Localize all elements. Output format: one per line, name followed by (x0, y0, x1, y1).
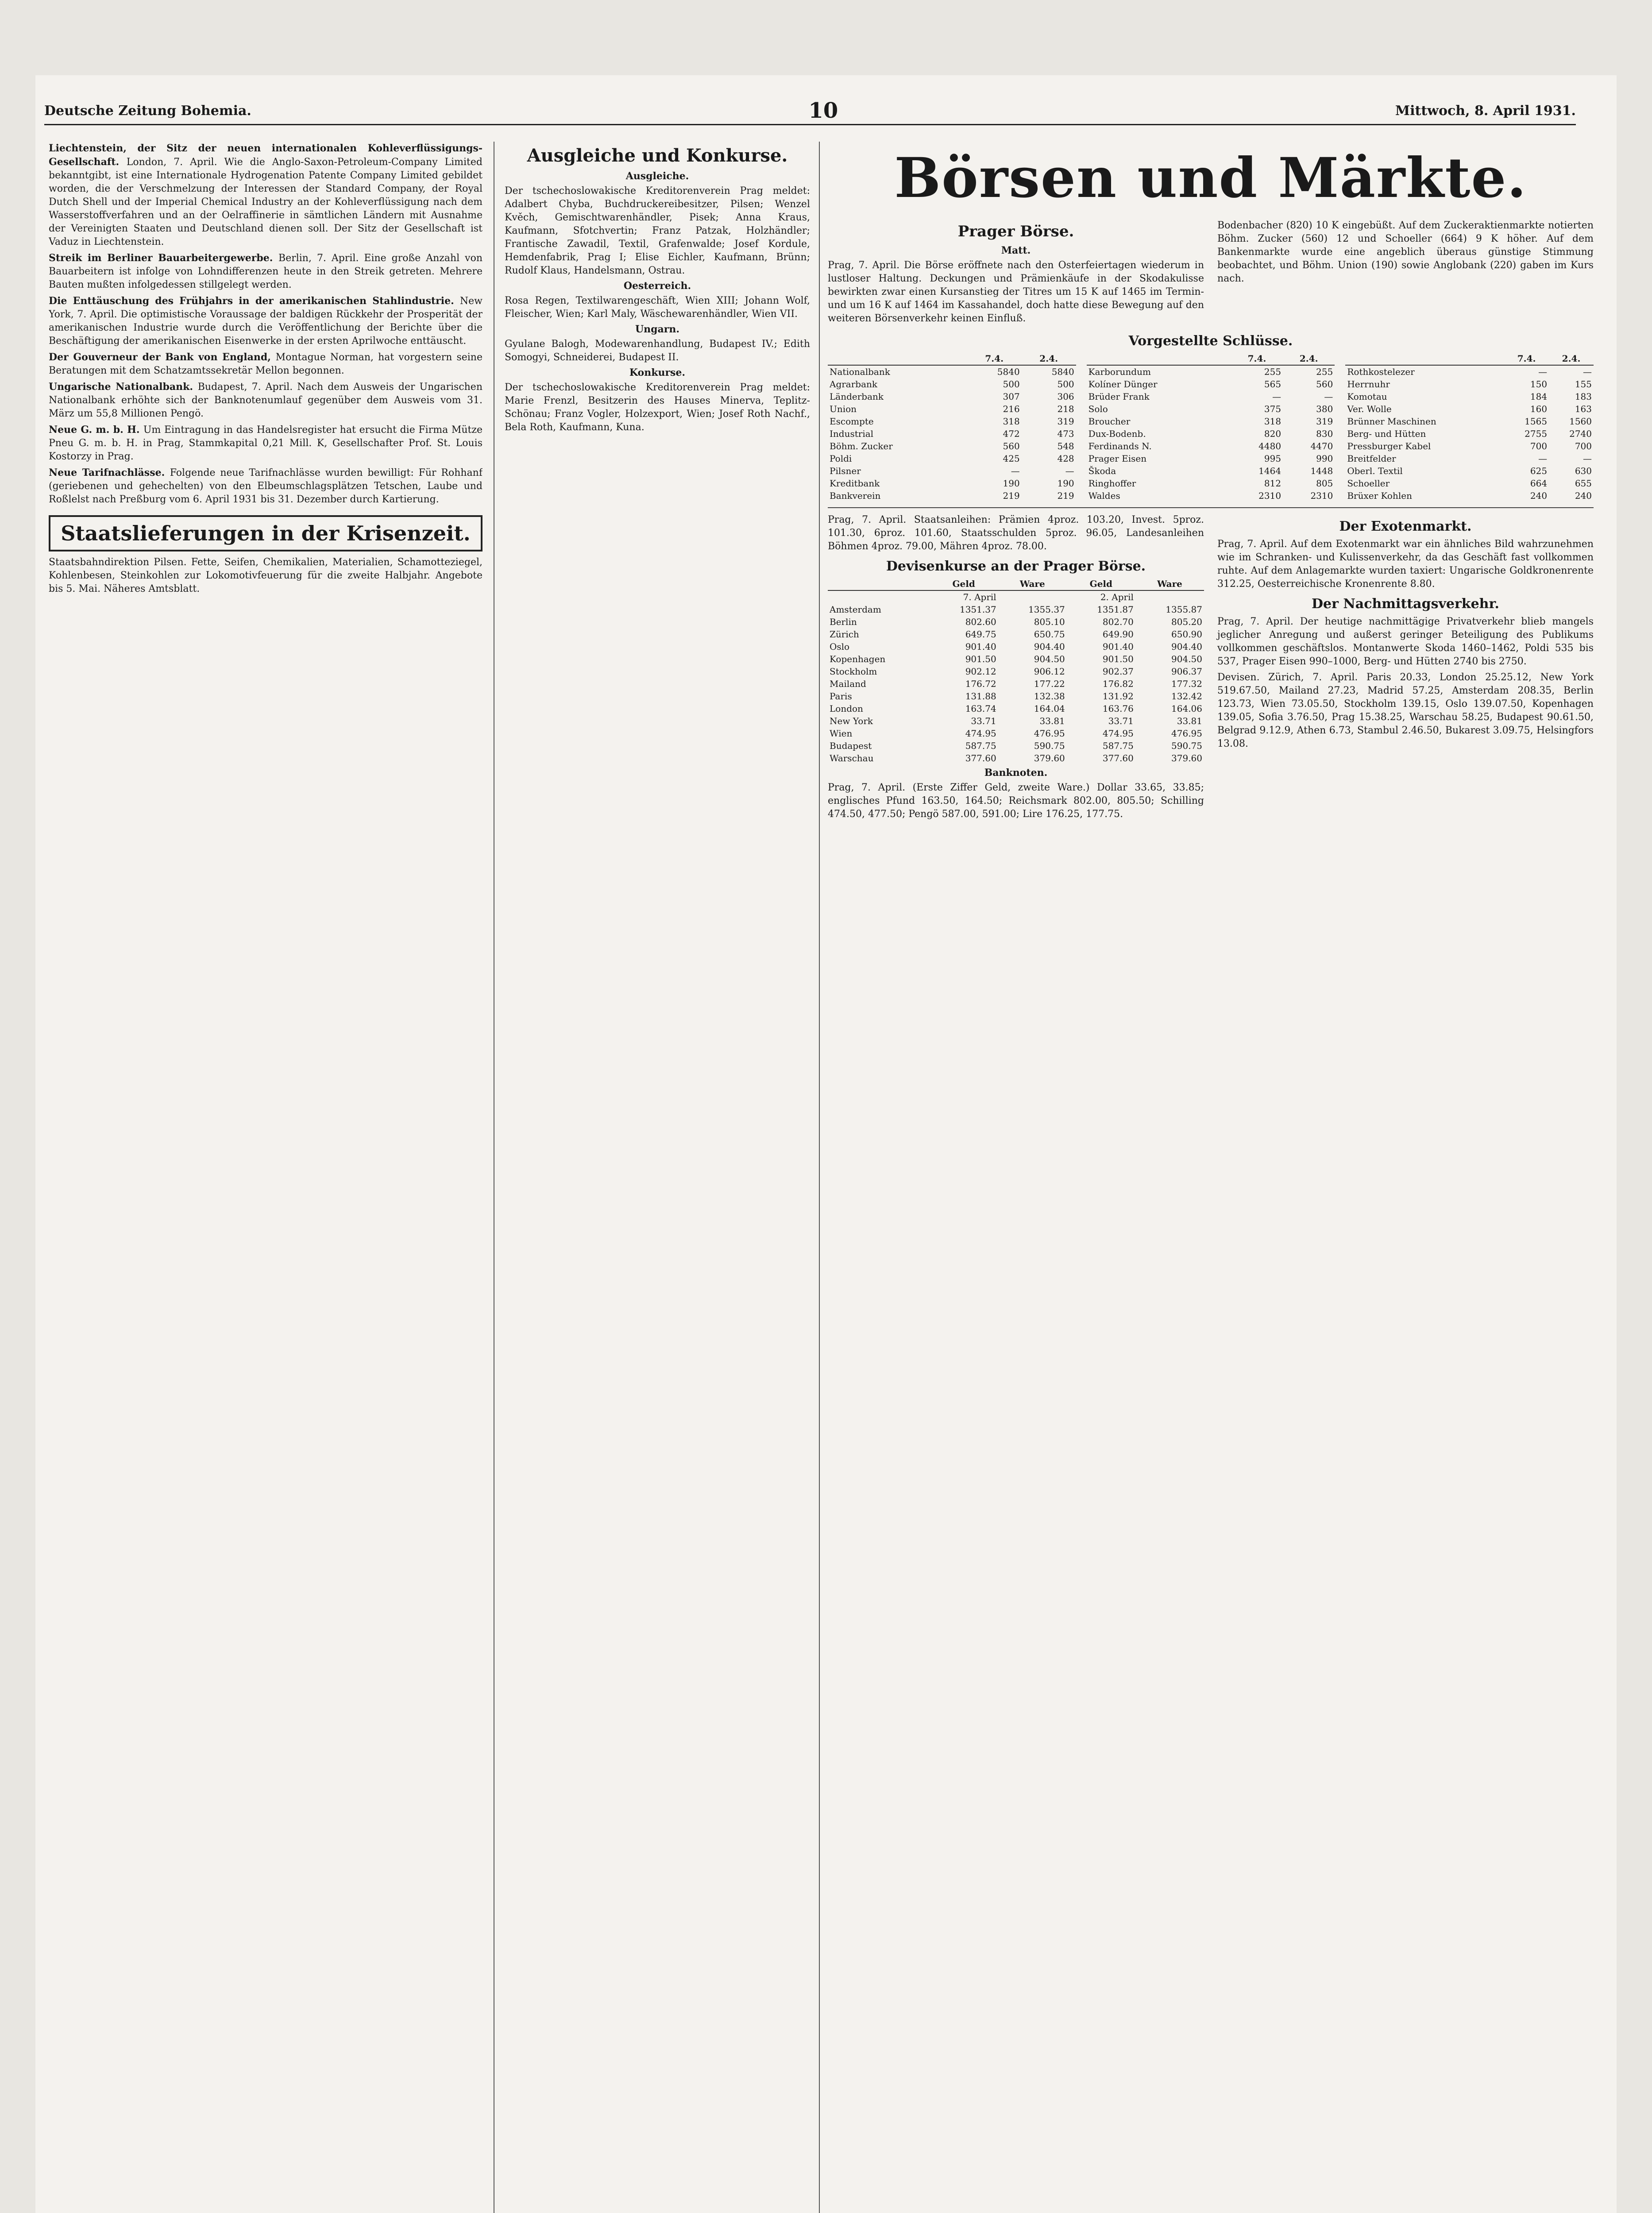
security-name: Rothkostelezer (1347, 366, 1415, 377)
quote-value: 318 (1264, 416, 1281, 427)
news-lead: Die Enttäuschung des Frühjahrs in der amerikanischen Stahlindustrie. (49, 295, 460, 307)
quotes-table (1345, 352, 1594, 502)
table-row (1087, 365, 1335, 378)
table-row (1087, 452, 1335, 465)
quote-value: 1448 (1310, 466, 1333, 476)
quote-value: 500 (1057, 379, 1074, 389)
quote-value: 995 (1264, 453, 1281, 464)
table-row (828, 477, 1076, 490)
table-header: 7.4. (1231, 352, 1283, 365)
quote-value: 176.82 (1102, 679, 1134, 689)
news-paragraph (49, 380, 482, 420)
quote-value: 2740 (1569, 428, 1592, 439)
market-report-text: Bodenbacher (820) 10 K eingebüßt. Auf dem Zuckeraktienmarkte notierten Böhm. Zucker (560) 12 und Schoeller (664) 9 K höher. Auf dem Bankenmarkte wurde eine angeblich überaus günstige Stimmung beobachtet, und Böhm. Union (190) sowie Anglobank (220) gaben im Kurs nach. (1217, 220, 1594, 284)
table-row (828, 727, 1204, 740)
table-row (828, 640, 1204, 653)
security-name: Union (830, 404, 857, 414)
prager-boerse-sub: Matt. (1001, 245, 1031, 256)
article-text: Der tschechoslowakische Kreditorenverein Prag meldet: Marie Frenzl, Besitzerin des Hauses Minerva, Teplitz-Schönau; Franz Vogler, Holzexport, Wien; Josef Roth Nachf., Bela Roth, Kaufmann, Kuna. (505, 382, 810, 433)
news-lead: Ungarische Nationalbank. (49, 381, 198, 393)
table-row (828, 365, 1076, 378)
security-name: Poldi (830, 453, 852, 464)
quote-value: 474.95 (965, 728, 996, 739)
quote-value: 164.04 (1034, 703, 1065, 714)
quote-value: — (1065, 466, 1074, 476)
quote-value: 219 (1057, 490, 1074, 501)
news-paragraph (49, 142, 482, 249)
security-name: Karborundum (1088, 366, 1151, 377)
quote-value: 33.71 (971, 716, 996, 726)
security-name: Wien (830, 728, 853, 739)
quote-value: 425 (1003, 453, 1020, 464)
table-row (828, 440, 1076, 452)
table-row (1087, 428, 1335, 440)
quote-value: 500 (1003, 379, 1020, 389)
prager-boerse-text: Prag, 7. April. Die Börse eröffnete nach den Osterfeiertagen wiederum in lustloser Haltung. Deckungen und Prämienkäufe in der Skodakulisse bewirkten zwar einen Kursanstieg der Titres um 15 K auf 1465 im Termin- und um 16 K auf 1464 im Kassahandel, doch hatte diese Bewegung auf den weiteren Börsenverkehr keinen Einfluß. (828, 260, 1204, 324)
quote-value: 587.75 (965, 740, 996, 751)
quote-value: 902.12 (965, 666, 996, 677)
quote-value: 476.95 (1034, 728, 1065, 739)
security-name: Škoda (1088, 466, 1116, 476)
quote-value: 802.60 (965, 617, 996, 627)
subheading-ungarn: Ungarn. (635, 324, 680, 335)
running-head (44, 97, 1576, 125)
quote-value: 1351.87 (1097, 604, 1134, 615)
article-text: Gyulane Balogh, Modewarenhandlung, Budapest IV.; Edith Somogyi, Schneiderei, Budapest II. (505, 339, 810, 363)
news-body: Montague Norman, hat vorgestern seine Beratungen mit dem Schatzamtssekretär Mellon begonnen. (49, 352, 482, 376)
table-row (828, 740, 1204, 752)
quote-value: 904.50 (1171, 654, 1202, 664)
quote-value: 664 (1530, 478, 1548, 489)
quote-value: 163.76 (1102, 703, 1134, 714)
quote-value: 160 (1530, 404, 1548, 414)
table-row (1087, 477, 1335, 490)
security-name: Escompte (830, 416, 874, 427)
security-name: Kreditbank (830, 478, 880, 489)
table-row (1087, 465, 1335, 477)
quote-value: 805.10 (1034, 617, 1065, 627)
news-body: London, 7. April. Wie die Anglo-Saxon-Petroleum-Company Limited bekanntgibt, ist eine Internationale Hydrogenation Patente Company Limited gebildet worden, die der Verschmelzung der Interessen der Standard Company, der Royal Dutch Shell und der Imperial Chemical Industry an der Kohleverflüssigung nach dem Wasserstoffverfahren und an der Oelraffinerie in sämtlichen Ländern mit Ausnahme der Vereinigten Staaten und Deutschland dienen soll. Der Sitz der Gesellschaft ist Vaduz in Liechtenstein. (49, 157, 482, 247)
page-number: 10 (808, 98, 838, 123)
quote-value: 901.40 (965, 641, 996, 652)
security-name: Berg- und Hütten (1347, 428, 1426, 439)
table-header: Geld (1067, 578, 1135, 590)
subheading-ausgleiche: Ausgleiche. (625, 170, 689, 182)
quote-value: 655 (1575, 478, 1592, 489)
news-body: Um Eintragung in das Handelsregister hat ersucht die Firma Mütze Pneu G. m. b. H. in Prag, Stammkapital 0,21 Mill. K, Gesellschafter Prof. St. Louis Kostorzy in Prag. (49, 424, 482, 462)
news-paragraph (49, 351, 482, 378)
quote-value: 630 (1575, 466, 1592, 476)
table-row (828, 452, 1076, 465)
quote-value: 805 (1316, 478, 1333, 489)
table-row (828, 752, 1204, 764)
quote-value: 901.50 (965, 654, 996, 664)
table-row (1087, 440, 1335, 452)
subheading-konkurse: Konkurse. (629, 367, 686, 378)
table-header: Geld (930, 578, 998, 590)
quote-value: 375 (1264, 404, 1281, 414)
table-header: Ware (1135, 578, 1204, 590)
box-text: Staatsbahndirektion Pilsen. Fette, Seifen, Chemikalien, Materialien, Schamotteziegel, Kohlenbesen, Steinkohlen zur Lokomotivfeuerung für die zweite Halbjahr. Angebote bis 5. Mai. Näheres Amtsblatt. (49, 557, 482, 594)
quote-value: 590.75 (1034, 740, 1065, 751)
quote-value: 164.06 (1171, 703, 1202, 714)
section-boersen (828, 142, 1594, 2213)
quote-value: 5840 (997, 366, 1020, 377)
security-name: Mailand (830, 679, 866, 689)
quote-value: 163 (1575, 404, 1592, 414)
news-lead: Streik im Berliner Bauarbeitergewerbe. (49, 252, 279, 264)
table-row (828, 603, 1204, 616)
quote-value: 190 (1057, 478, 1074, 489)
quote-value: 650.75 (1034, 629, 1065, 640)
security-name: Ver. Wolle (1347, 404, 1392, 414)
table-row (1087, 390, 1335, 403)
quote-value: 33.81 (1039, 716, 1065, 726)
news-body: Budapest, 7. April. Nach dem Ausweis der Ungarischen Nationalbank erhöhte sich der Banknotenumlauf gegenüber dem Ausweis vom 31. März um 55,8 Millionen Pengö. (49, 382, 482, 419)
quote-value: 255 (1264, 366, 1281, 377)
table-row (1345, 403, 1594, 415)
quote-value: 560 (1003, 441, 1020, 451)
quote-value: 565 (1264, 379, 1281, 389)
section-title: Börsen und Märkte. (894, 146, 1527, 210)
security-name: Oslo (830, 641, 850, 652)
news-lead: Neue G. m. b. H. (49, 424, 143, 436)
quote-value: 33.71 (1108, 716, 1134, 726)
quote-value: 1355.37 (1028, 604, 1065, 615)
table-row (1345, 365, 1594, 378)
table-header: 7.4. (1504, 352, 1549, 365)
quotes-table (828, 352, 1076, 502)
security-name: Komotau (1347, 391, 1387, 402)
quote-value: 904.50 (1034, 654, 1065, 664)
security-name: Amsterdam (830, 604, 881, 615)
quote-value: 177.32 (1171, 679, 1202, 689)
news-lead: Neue Tarifnachlässe. (49, 467, 170, 478)
quote-value: 474.95 (1102, 728, 1134, 739)
quote-value: 33.81 (1177, 716, 1202, 726)
table-row (828, 715, 1204, 727)
box-heading: Staatslieferungen in der Krisenzeit. (49, 515, 482, 551)
security-name: Böhm. Zucker (830, 441, 893, 451)
security-name: Schoeller (1347, 478, 1390, 489)
table-subheader (828, 590, 930, 603)
quote-value: 216 (1003, 404, 1020, 414)
table-header: 2.4. (1022, 352, 1076, 365)
quotes-tables (828, 352, 1594, 502)
table-row (1345, 440, 1594, 452)
quote-value: — (1272, 391, 1281, 402)
quote-value: 805.20 (1171, 617, 1202, 627)
prager-boerse-heading: Prager Börse. (957, 223, 1074, 240)
banknoten-text: Prag, 7. April. (Erste Ziffer Geld, zweite Ware.) Dollar 33.65, 33.85; englisches Pfund 163.50, 164.50; Reichsmark 802.00, 805.50; Schilling 474.50, 477.50; Pengö 587.00, 591.00; Lire 176.25, 177.75. (828, 782, 1204, 820)
news-paragraph (49, 294, 482, 348)
table-header (828, 352, 967, 365)
news-paragraph (49, 251, 482, 292)
security-name: Kopenhagen (830, 654, 886, 664)
quote-value: — (1324, 391, 1333, 402)
news-body: Berlin, 7. April. Eine große Anzahl von Bauarbeitern ist infolge von Lohndifferenzen heute in den Streik getreten. Mehrere Bauten mußten infolgedessen stillgelegt werden. (49, 253, 482, 290)
security-name: Ringhoffer (1088, 478, 1136, 489)
quote-value: 901.50 (1102, 654, 1134, 664)
table-row (828, 428, 1076, 440)
quote-value: 1560 (1569, 416, 1592, 427)
quote-value: 218 (1057, 404, 1074, 414)
security-name: Länderbank (830, 391, 884, 402)
table-row (828, 403, 1076, 415)
security-name: Paris (830, 691, 852, 702)
table-row (828, 616, 1204, 628)
table-row (828, 415, 1076, 428)
table-row (828, 690, 1204, 702)
security-name: Bankverein (830, 490, 881, 501)
quote-value: 1464 (1258, 466, 1281, 476)
security-name: Breitfelder (1347, 453, 1396, 464)
security-name: Waldes (1088, 490, 1120, 501)
article-text: Der tschechoslowakische Kreditorenverein Prag meldet: Adalbert Chyba, Buchdruckereibesitzer, Pilsen; Wenzel Kvěch, Gemischtwarenhändler, Pisek; Anna Kraus, Kaufmann, Sfotchvertin; Franz Patzak, Holzhändler; Frantische Zawadil, Textil, Grafenwalde; Josef Kordule, Hemdenfabrik, Prag I; Elise Eichler, Kaufmann, Brünn; Rudolf Klaus, Handelsmann, Ostrau. (505, 185, 810, 276)
table-row (1345, 477, 1594, 490)
table-header: 7.4. (967, 352, 1022, 365)
quote-value: 306 (1057, 391, 1074, 402)
quote-value: — (1583, 453, 1592, 464)
table-header (1345, 352, 1504, 365)
column-rule (819, 142, 820, 2213)
security-name: Herrnuhr (1347, 379, 1390, 389)
quote-value: 906.37 (1171, 666, 1202, 677)
security-name: Broucher (1088, 416, 1131, 427)
quote-value: 4470 (1310, 441, 1333, 451)
quote-value: 219 (1003, 490, 1020, 501)
table-row (828, 490, 1076, 502)
news-paragraph (49, 466, 482, 506)
security-name: Budapest (830, 740, 872, 751)
quote-value: 1565 (1525, 416, 1548, 427)
quote-value: — (1583, 366, 1592, 377)
quote-value: 379.60 (1034, 753, 1065, 763)
quote-value: 625 (1530, 466, 1548, 476)
quote-value: 377.60 (1102, 753, 1134, 763)
subheading-oesterreich: Oesterreich. (623, 280, 691, 292)
quote-value: 904.40 (1034, 641, 1065, 652)
security-name: Oberl. Textil (1347, 466, 1403, 476)
quote-value: 307 (1003, 391, 1020, 402)
table-row (828, 665, 1204, 678)
running-head-left: Deutsche Zeitung Bohemia. (44, 103, 251, 119)
quote-value: 548 (1057, 441, 1074, 451)
quote-value: 255 (1316, 366, 1333, 377)
security-name: Zürich (830, 629, 859, 640)
quote-value: 240 (1575, 490, 1592, 501)
security-name: Brüxer Kohlen (1347, 490, 1412, 501)
table-row (1087, 490, 1335, 502)
quote-value: 1355.87 (1166, 604, 1202, 615)
quote-value: 472 (1003, 428, 1020, 439)
column-ausgleiche (505, 142, 810, 2213)
section-heading: Ausgleiche und Konkurse. (527, 145, 788, 166)
table-row (828, 678, 1204, 690)
quote-value: 901.40 (1102, 641, 1134, 652)
security-name: Industrial (830, 428, 874, 439)
table-subheader (1135, 590, 1204, 603)
quote-value: 5840 (1051, 366, 1074, 377)
table-header (1087, 352, 1231, 365)
quote-value: 131.88 (965, 691, 996, 702)
quote-value: 700 (1575, 441, 1592, 451)
table-row (1087, 378, 1335, 390)
quote-value: 476.95 (1171, 728, 1202, 739)
quote-value: 802.70 (1102, 617, 1134, 627)
news-lead: Liechtenstein, der Sitz der neuen internationalen Kohleverflüssigungs-Gesellschaft. (49, 143, 482, 168)
table-row (828, 465, 1076, 477)
table-row (1345, 490, 1594, 502)
security-name: Pressburger Kabel (1347, 441, 1431, 451)
exoten-title: Der Exotenmarkt. (1339, 519, 1472, 534)
quote-value: 906.12 (1034, 666, 1065, 677)
quote-value: 902.37 (1102, 666, 1134, 677)
staatsanleihen-text: Prag, 7. April. Staatsanleihen: Prämien 4proz. 103.20, Invest. 5proz. 101.30, 6proz. 101.60, Staatsschulden 5proz. 96.05, Landesanleihen Böhmen 4proz. 79.00, Mähren 4proz. 78.00. (828, 514, 1204, 552)
quote-value: 990 (1316, 453, 1333, 464)
quote-value: 377.60 (965, 753, 996, 763)
table-row (1345, 390, 1594, 403)
security-name: Berlin (830, 617, 857, 627)
news-paragraph (49, 423, 482, 463)
table-row (828, 653, 1204, 665)
security-name: Prager Eisen (1088, 453, 1147, 464)
quote-value: — (1538, 453, 1548, 464)
table-header (828, 578, 930, 590)
table-row (1345, 452, 1594, 465)
security-name: Nationalbank (830, 366, 890, 377)
exoten-text: Prag, 7. April. Auf dem Exotenmarkt war ein ähnliches Bild wahrzunehmen wie im Schranken- und Kulissenverkehr, da das Geschäft fast vollkommen ruhte. Auf dem Anlagemarkte wurden taxiert: Ungarische Goldkronenrente 312.25, Oesterreichische Kronenrente 8.80. (1217, 539, 1594, 590)
table-row (1345, 465, 1594, 477)
quote-value: 812 (1264, 478, 1281, 489)
table-row (828, 390, 1076, 403)
quote-value: — (1538, 366, 1548, 377)
security-name: Warschau (830, 753, 874, 763)
quote-value: 650.90 (1171, 629, 1202, 640)
security-name: Dux-Bodenb. (1088, 428, 1146, 439)
quote-value: 2310 (1310, 490, 1333, 501)
table-row (1345, 428, 1594, 440)
table-row (828, 628, 1204, 640)
security-name: Brüder Frank (1088, 391, 1150, 402)
quote-value: 132.38 (1034, 691, 1065, 702)
quote-value: 700 (1530, 441, 1548, 451)
quote-value: 319 (1316, 416, 1333, 427)
table-subheader (998, 590, 1067, 603)
column-economy-news (49, 142, 482, 2213)
quote-value: 649.75 (965, 629, 996, 640)
security-name: Brünner Maschinen (1347, 416, 1436, 427)
quote-value: 904.40 (1171, 641, 1202, 652)
table-header: Ware (998, 578, 1067, 590)
table-title: Vorgestellte Schlüsse. (1128, 333, 1293, 349)
devisen-abroad-text: Devisen. Zürich, 7. April. Paris 20.33, London 25.25.12, New York 519.67.50, Mailand 27.23, Madrid 57.25, Amsterdam 208.35, Berlin 123.73, Wien 73.05.50, Stockholm 139.15, Oslo 139.07.50, Kopenhagen 139.05, Sofia 3.76.50, Prag 15.38.25, Warschau 58.25, Budapest 90.61.50, Belgrad 9.12.9, Athen 6.73, Stambul 2.46.50, Bukarest 3.09.75, Helsingfors 13.08. (1217, 672, 1594, 749)
security-name: Solo (1088, 404, 1108, 414)
quote-value: 177.22 (1034, 679, 1065, 689)
table-row (1345, 378, 1594, 390)
quote-value: 176.72 (965, 679, 996, 689)
table-subheader: 7. April (963, 592, 996, 602)
quote-value: 649.90 (1102, 629, 1134, 640)
security-name: Ferdinands N. (1088, 441, 1152, 451)
quote-value: 830 (1316, 428, 1333, 439)
divider (828, 507, 1594, 508)
quote-value: 132.42 (1171, 691, 1202, 702)
table-row (828, 702, 1204, 715)
table-row (1087, 415, 1335, 428)
security-name: London (830, 703, 863, 714)
quote-value: 560 (1316, 379, 1333, 389)
quote-value: 319 (1057, 416, 1074, 427)
quote-value: 587.75 (1102, 740, 1134, 751)
banknoten-heading: Banknoten. (984, 767, 1048, 779)
security-name: New York (830, 716, 873, 726)
security-name: Stockholm (830, 666, 877, 677)
quote-value: 2755 (1525, 428, 1548, 439)
quote-value: 428 (1057, 453, 1074, 464)
table-row (1345, 415, 1594, 428)
quote-value: 183 (1575, 391, 1592, 402)
nachmittag-text: Prag, 7. April. Der heutige nachmittägige Privatverkehr blieb mangels jeglicher Anregung und außerst geringer Beteiligung des Publikums vollkommen geschäftslos. Montanwerte Skoda 1460–1462, Poldi 535 bis 537, Prager Eisen 990–1000, Berg- und Hütten 2740 bis 2750. (1217, 616, 1594, 667)
quote-value: 4480 (1258, 441, 1281, 451)
quote-value: 240 (1530, 490, 1548, 501)
quote-value: 473 (1057, 428, 1074, 439)
quote-value: 2310 (1258, 490, 1281, 501)
table-subheader: 2. April (1100, 592, 1134, 602)
news-body: New York, 7. April. Die optimistische Voraussage der baldigen Rückkehr der Prosperität der amerikanischen Industrie wurde durch die Veröffentlichung der Berichte über die Beschäftigung der amerikanischen Eisenwerke in der ersten Aprilwoche enttäuscht. (49, 296, 482, 347)
quote-value: 150 (1530, 379, 1548, 389)
quotes-table (1087, 352, 1335, 502)
quote-value: 155 (1575, 379, 1592, 389)
security-name: Pilsner (830, 466, 861, 476)
quote-value: 184 (1530, 391, 1548, 402)
quote-value: 590.75 (1171, 740, 1202, 751)
devisen-table (828, 578, 1204, 764)
quote-value: 190 (1003, 478, 1020, 489)
table-row (1087, 403, 1335, 415)
table-header: 2.4. (1283, 352, 1335, 365)
nachmittag-title: Der Nachmittagsverkehr. (1312, 596, 1499, 612)
devisen-title: Devisenkurse an der Prager Börse. (886, 559, 1146, 574)
table-header: 2.4. (1549, 352, 1594, 365)
article-text: Rosa Regen, Textilwarengeschäft, Wien XIII; Johann Wolf, Fleischer, Wien; Karl Maly, Wäschewarenhändler, Wien VII. (505, 295, 810, 320)
quote-value: 318 (1003, 416, 1020, 427)
quote-value: 1351.37 (959, 604, 996, 615)
security-name: Kolíner Dünger (1088, 379, 1158, 389)
quote-value: 820 (1264, 428, 1281, 439)
running-head-right: Mittwoch, 8. April 1931. (1395, 103, 1576, 119)
news-lead: Der Gouverneur der Bank von England, (49, 351, 276, 363)
quote-value: 379.60 (1171, 753, 1202, 763)
security-name: Agrarbank (830, 379, 878, 389)
quote-value: 380 (1316, 404, 1333, 414)
quote-value: 131.92 (1102, 691, 1134, 702)
news-body: Folgende neue Tarifnachlässe wurden bewilligt: Für Rohhanf (geriebenen und gehechelten) von den Elbeumschlagsplätzen Tetschen, Laube und Roßlelst nach Preßburg vom 6. April 1931 bis 31. Dezember durch Kartierung. (49, 467, 482, 505)
table-row (828, 378, 1076, 390)
quote-value: — (1011, 466, 1020, 476)
quote-value: 163.74 (965, 703, 996, 714)
